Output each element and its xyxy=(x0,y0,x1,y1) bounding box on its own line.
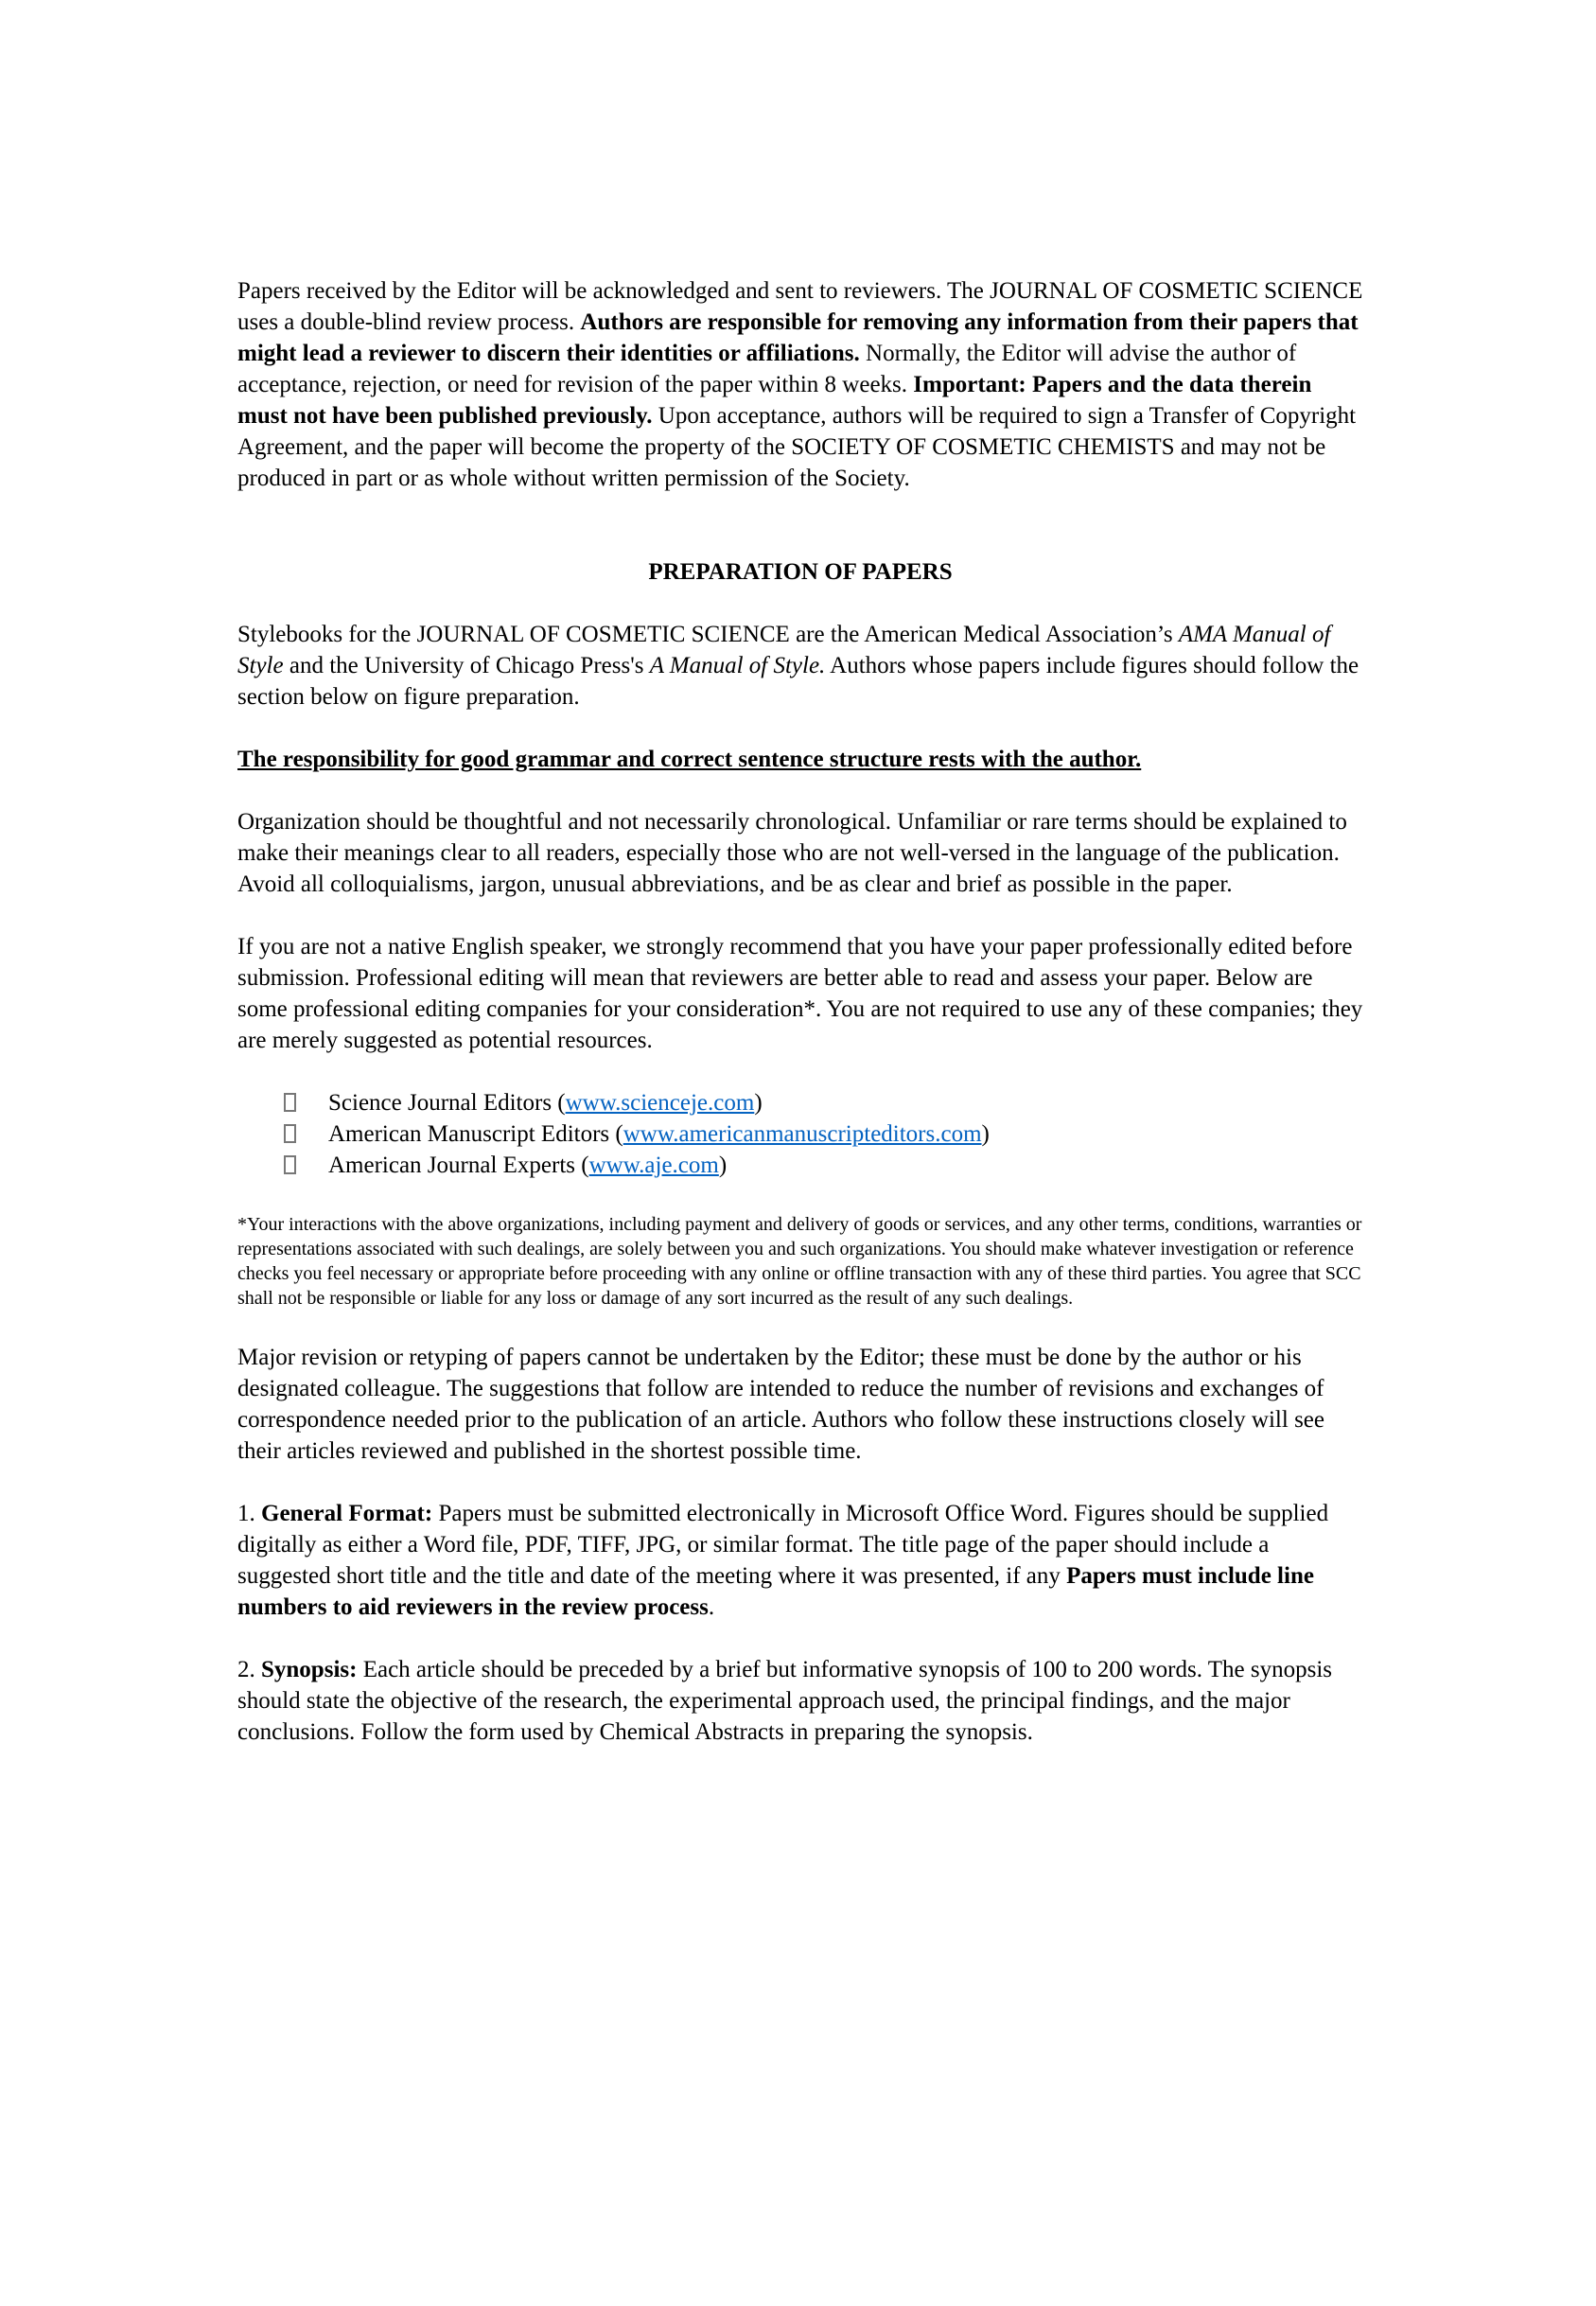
link-americanmanuscripteditors[interactable]: www.americanmanuscripteditors.com xyxy=(623,1121,982,1147)
synopsis-label: Synopsis: xyxy=(261,1657,358,1682)
stylebooks-text-2: and the University of Chicago Press's xyxy=(283,653,650,678)
general-format-label: General Format: xyxy=(261,1501,433,1526)
intro-text-2: Normally, the Editor will advise the author of acceptance, rejection, or need for revision of the paper within 8 weeks. xyxy=(237,341,1297,397)
bullet-box-icon xyxy=(284,1093,296,1112)
general-format-body: Papers must be submitted electronically in Microsoft Office Word. Figures should be supplied digitally as either a Word file, PDF, TIFF, JPG, or similar format. The title page of the paper should include a suggested short title and the title and date of the meeting where it was presented, if any xyxy=(237,1501,1329,1589)
stylebooks-italic-chicago: A Manual of Style. xyxy=(649,653,826,678)
list-item-label: Science Journal Editors ( xyxy=(328,1090,566,1116)
bullet-box-icon xyxy=(284,1155,296,1174)
stylebooks-text-1: Stylebooks for the JOURNAL OF COSMETIC SCIENCE are the American Medical Association’s xyxy=(237,622,1179,647)
bullet-box-icon xyxy=(284,1124,296,1143)
general-format-end: . xyxy=(708,1594,715,1620)
paragraph-general-format xyxy=(237,1498,1363,1623)
list-item xyxy=(237,1150,1363,1181)
intro-bold-not-published: Important: Papers and the data therein must not have been published previously. xyxy=(237,372,1312,429)
paragraph-stylebooks xyxy=(237,619,1363,713)
editing-companies-list xyxy=(237,1087,1363,1181)
list-item-close: ) xyxy=(981,1121,990,1147)
section-heading-preparation-of-papers: PREPARATION OF PAPERS xyxy=(648,559,953,585)
list-item xyxy=(237,1118,1363,1150)
synopsis-number: 2. xyxy=(237,1657,261,1682)
stylebooks-text-3: Authors whose papers include figures should follow the section below on figure preparation. xyxy=(237,653,1359,710)
general-format-number: 1. xyxy=(237,1501,261,1526)
list-item-close: ) xyxy=(754,1090,763,1116)
responsibility-statement: The responsibility for good grammar and correct sentence structure rests with the author. xyxy=(237,747,1142,772)
paragraph-synopsis xyxy=(237,1654,1363,1748)
intro-text-1: Papers received by the Editor will be acknowledged and sent to reviewers. The JOURNAL OF COSMETIC SCIENCE uses a double-blind review process. xyxy=(237,278,1363,335)
list-item xyxy=(237,1087,1363,1118)
link-aje[interactable]: www.aje.com xyxy=(588,1153,719,1178)
list-item-label: American Journal Experts ( xyxy=(328,1153,589,1178)
intro-bold-anonymity: Authors are responsible for removing any information from their papers that might lead a reviewer to discern their identities or affiliations. xyxy=(237,309,1359,366)
list-item-label: American Manuscript Editors ( xyxy=(328,1121,623,1147)
paragraph-organization: Organization should be thoughtful and not necessarily chronological. Unfamiliar or rare terms should be explained to make their meanings clear to all readers, especially those who are not well-versed in the language of the publication. Avoid all colloquialisms, jargon, unusual abbreviations, and be as clear and brief as possible in the paper. xyxy=(237,809,1347,897)
general-format-bold-line-numbers: Papers must include line numbers to aid reviewers in the review process xyxy=(237,1563,1314,1620)
paragraph-major-revision: Major revision or retyping of papers cannot be undertaken by the Editor; these must be done by the author or his designated colleague. The suggestions that follow are intended to reduce the number of revisions and exchanges of correspondence needed prior to the publication of an article. Authors who follow these instructions closely will see their articles reviewed and published in the shortest possible time. xyxy=(237,1345,1324,1464)
list-item-close: ) xyxy=(718,1153,728,1178)
intro-text-3: Upon acceptance, authors will be required to sign a Transfer of Copyright Agreement, and the paper will become the property of the SOCIETY OF COSMETIC CHEMISTS and may not be produced in part or as whole without written permission of the Society. xyxy=(237,403,1357,491)
paragraph-english-editing: If you are not a native English speaker, we strongly recommend that you have your paper professionally edited before submission. Professional editing will mean that reviewers are better able to read and assess your paper. Below are some professional editing companies for your consideration*. You are not required to use any of these companies; they are merely suggested as potential resources. xyxy=(237,934,1363,1053)
synopsis-body: Each article should be preceded by a brief but informative synopsis of 100 to 200 words. The synopsis should state the objective of the research, the experimental approach used, the principal findings, and the major conclusions. Follow the form used by Chemical Abstracts in preparing the synopsis. xyxy=(237,1657,1333,1745)
paragraph-review-process xyxy=(237,275,1363,494)
paragraph-responsibility xyxy=(237,744,1363,775)
stylebooks-italic-ama: AMA Manual of Style xyxy=(237,622,1331,678)
link-scienceje[interactable]: www.scienceje.com xyxy=(565,1090,755,1116)
paragraph-disclaimer-footnote: *Your interactions with the above organizations, including payment and delivery of goods or services, and any other terms, conditions, warranties or representations associated with such dealings, are solely between you and such organizations. You should make whatever investigation or reference checks you feel necessary or appropriate before proceeding with any online or offline transaction with any of these third parties. You agree that SCC shall not be responsible or liable for any loss or damage of any sort incurred as the result of any such dealings. xyxy=(237,1214,1362,1309)
